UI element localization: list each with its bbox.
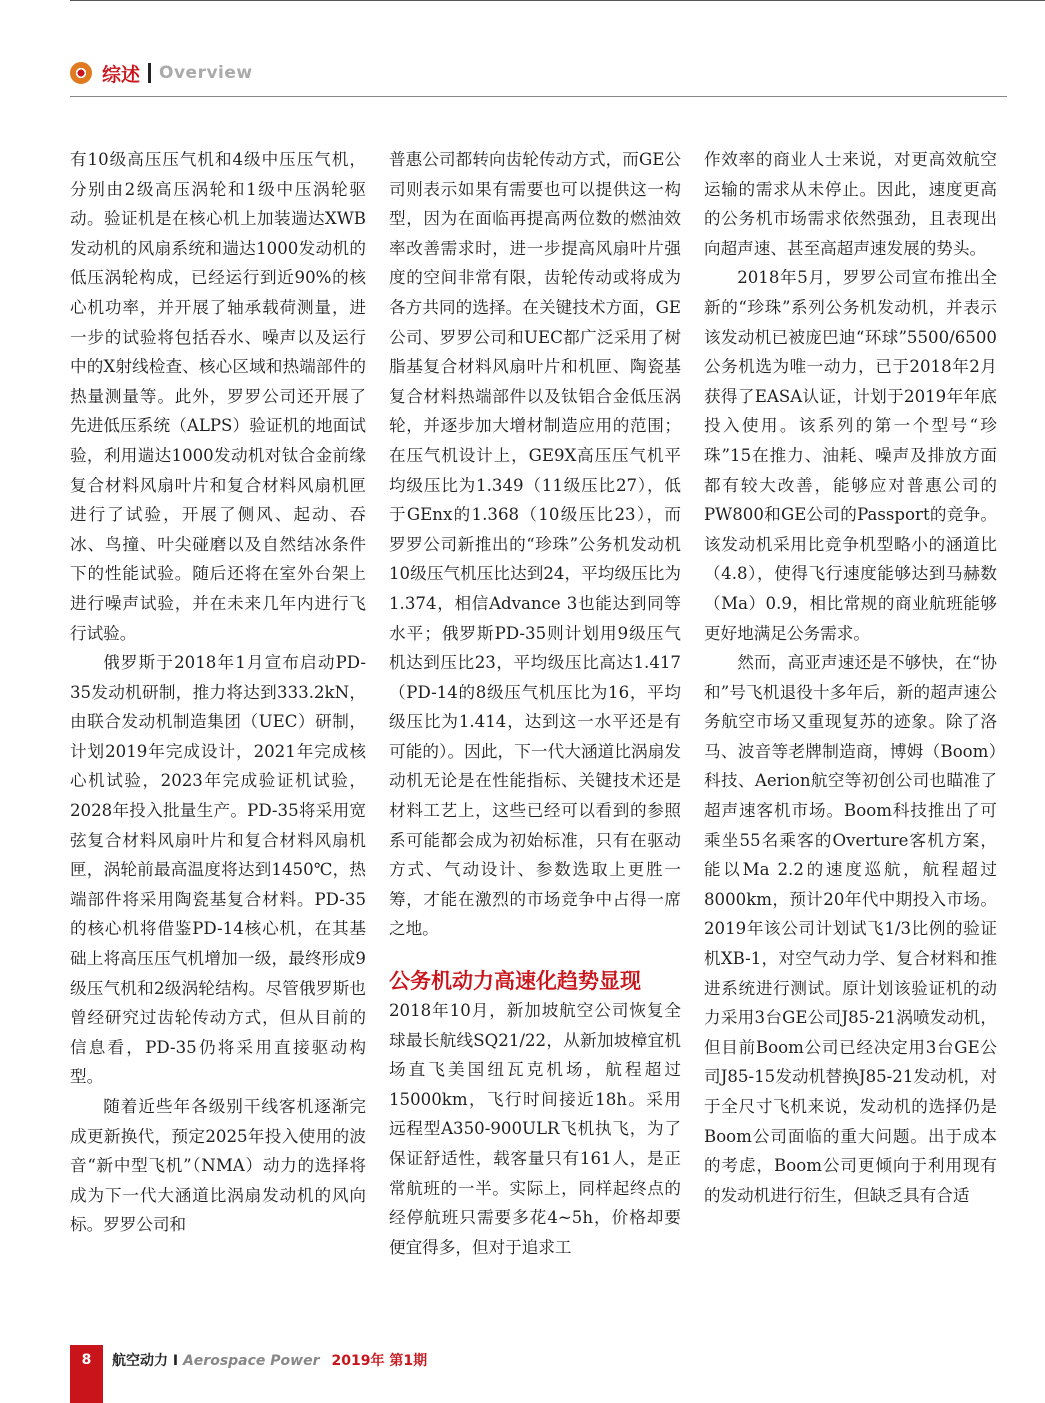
- journal-logo-icon: [70, 62, 92, 84]
- section-header: [70, 58, 253, 88]
- journal-name-cn: 航空动力: [112, 1353, 168, 1369]
- column-middle: [389, 145, 681, 1262]
- column-left: [70, 145, 366, 1240]
- top-rule: [70, 0, 1045, 1]
- paragraph: 作效率的商业人士来说，对更高效航空运输的需求从未停止。因此，速度更高的公务机市场需求依然强劲，且表现出向超声速、甚至高超声速发展的势头。: [704, 150, 997, 258]
- page-footer: [70, 1345, 570, 1403]
- footer-divider: I: [168, 1353, 183, 1369]
- page-number: 8: [70, 1345, 103, 1403]
- paragraph: 俄罗斯于2018年1月宣布启动PD-35发动机研制，推力将达到333.2kN，由联合发动机制造集团（UEC）研制，计划2019年完成设计，2021年完成核心机试验，2023年完成验证机试验，2028年投入批量生产。PD-35将采用宽弦复合材料风扇叶片和复合材料风扇机匣，涡轮前最高温度将达到1450℃，热端部件将采用陶瓷基复合材料。PD-35的核心机将借鉴PD-14核心机，在其基础上将高压压气机增加一级，最终形成9级压气机和2级涡轮结构。尽管俄罗斯也曾经研究过齿轮传动方式，但从目前的信息看，PD-35仍将采用直接驱动构型。: [70, 653, 366, 1087]
- paragraph: 2018年5月，罗罗公司宣布推出全新的“珍珠”系列公务机发动机，并表示该发动机已被庞巴迪“环球”5500/6500公务机选为唯一动力，已于2018年2月获得了EASA认证，计划于2019年年底投入使用。该系列的第一个型号“珍珠”15在推力、油耗、噪声及排放方面都有较大改善，能够应对普惠公司的PW800和GE公司的Passport的竞争。该发动机采用比竞争机型略小的涵道比（4.8），使得飞行速度能够达到马赫数（Ma）0.9，相比常规的商业航班能够更好地满足公务需求。: [704, 268, 997, 643]
- journal-name-en: Aerospace Power: [182, 1353, 320, 1369]
- header-rule: [70, 96, 1007, 97]
- paragraph: 有10级高压压气机和4级中压压气机，分别由2级高压涡轮和1级中压涡轮驱动。验证机是在核心机上加装遄达XWB发动机的风扇系统和遄达1000发动机的低压涡轮构成，已经运行到近90%的核心机功率，并开展了轴承载荷测量，进一步的试验将包括吞水、噪声以及运行中的X射线检查、核心区域和热端部件的热量测量等。此外，罗罗公司还开展了先进低压系统（ALPS）验证机的地面试验，利用遄达1000发动机对钛合金前缘复合材料风扇叶片和复合材料风扇机匣进行了试验，开展了侧风、起动、吞冰、鸟撞、叶尖碰磨以及自然结冰条件下的性能试验。随后还将在室外台架上进行噪声试验，并在未来几年内进行飞行试验。: [70, 150, 366, 643]
- issue-label: 2019年 第1期: [331, 1353, 428, 1369]
- article-section-heading: 公务机动力高速化趋势显现: [389, 969, 641, 994]
- paragraph: 然而，高亚声速还是不够快，在“协和”号飞机退役十多年后，新的超声速公务航空市场又重现复苏的迹象。除了洛马、波音等老牌制造商，博姆（Boom）科技、Aerion航空等初创公司也瞄准了超声速客机市场。Boom科技推出了可乘坐55名乘客的Overture客机方案，能以Ma 2.2的速度巡航，航程超过8000km，预计20年代中期投入市场。2019年该公司计划试飞1/3比例的验证机XB-1，对空气动力学、复合材料和推进系统进行测试。原计划该验证机的动力采用3台GE公司J85-21涡喷发动机，但目前Boom公司已经决定用3台GE公司J85-15发动机替换J85-21发动机，对于全尺寸飞机来说，发动机的选择仍是Boom公司面临的重大问题。出于成本的考虑，Boom公司更倾向于利用现有的发动机进行衍生，但缺乏具有合适: [704, 653, 997, 1205]
- paragraph: 普惠公司都转向齿轮传动方式，而GE公司则表示如果有需要也可以提供这一构型，因为在面临再提高两位数的燃油效率改善需求时，进一步提高风扇叶片强度的空间非常有限，齿轮传动或将成为各方共同的选择。在关键技术方面，GE公司、罗罗公司和UEC都广泛采用了树脂基复合材料风扇叶片和机匣、陶瓷基复合材料热端部件以及钛铝合金低压涡轮，并逐步加大增材制造应用的范围；在压气机设计上，GE9X高压压气机平均级压比为1.349（11级压比27），低于GEnx的1.368（10级压比23），而罗罗公司新推出的“珍珠”公务机发动机10级压气机压比达到24，平均级压比为1.374，相信Advance 3也能达到同等水平；俄罗斯PD-35则计划用9级压气机达到压比23，平均级压比高达1.417（PD-14的8级压气机压比为16，平均级压比为1.414，达到这一水平还是有可能的）。因此，下一代大涵道比涡扇发动机无论是在性能指标、关键技术还是材料工艺上，这些已经可以看到的参照系可能都会成为初始标准，只有在驱动方式、气动设计、参数选取上更胜一筹，才能在激烈的市场竞争中占得一席之地。: [389, 150, 681, 939]
- paragraph: 2018年10月，新加坡航空公司恢复全球最长航线SQ21/22，从新加坡樟宜机场直飞美国纽瓦克机场，航程超过15000km，飞行时间接近18h。采用远程型A350-900ULR飞机执飞，为了保证舒适性，载客量只有161人，是正常航班的一半。实际上，同样起终点的经停航班只需要多花4~5h，价格却要便宜得多，但对于追求工: [389, 1001, 681, 1257]
- footer-journal: [112, 1350, 427, 1370]
- paragraph: 随着近些年各级别干线客机逐渐完成更新换代，预定2025年投入使用的波音“新中型飞机”（NMA）动力的选择将成为下一代大涵道比涡扇发动机的风向标。罗罗公司和: [70, 1097, 366, 1235]
- column-right: [704, 145, 997, 1210]
- header-divider: [148, 63, 151, 83]
- section-title-en: Overview: [159, 63, 253, 83]
- section-title-cn: 综述: [102, 63, 141, 86]
